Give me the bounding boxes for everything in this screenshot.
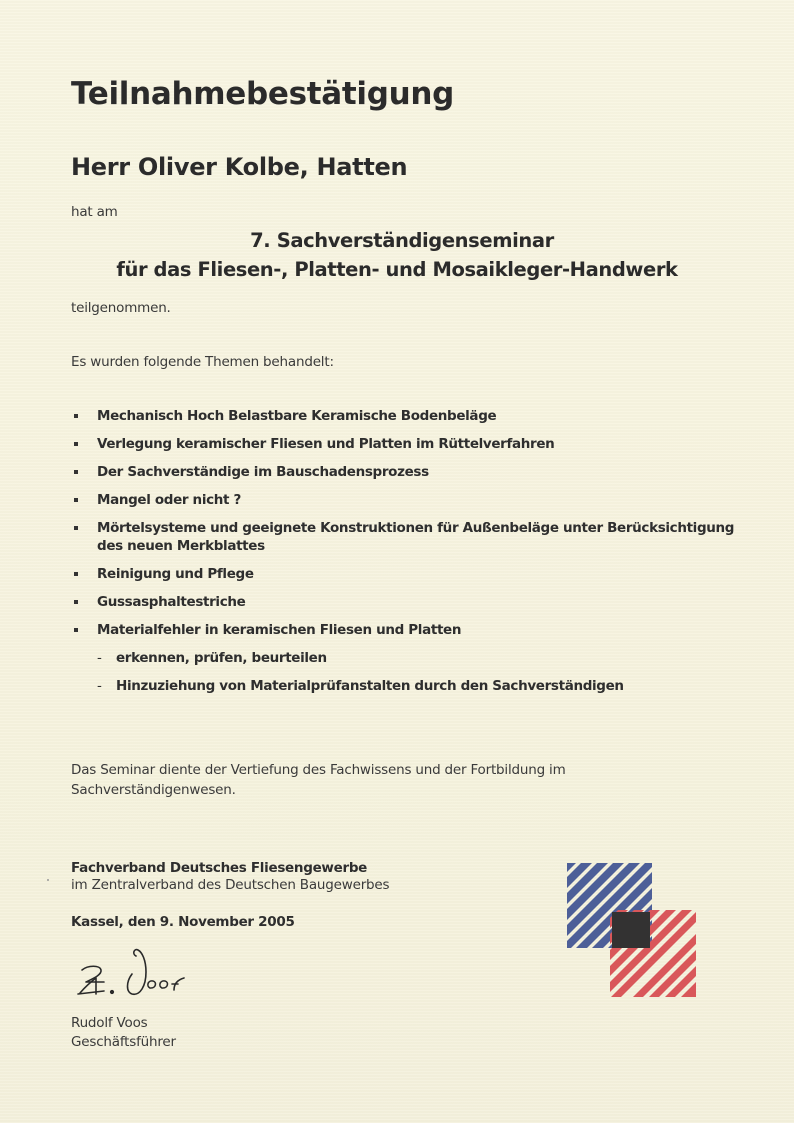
topic-label: Reinigung und Pflege xyxy=(97,566,254,582)
signature-icon xyxy=(74,948,224,1008)
bullet-icon xyxy=(74,498,78,502)
recipient-name: Herr Oliver Kolbe, Hatten xyxy=(71,153,408,181)
seminar-title xyxy=(0,226,794,284)
organization-subtitle: im Zentralverband des Deutschen Baugewerbes xyxy=(71,877,390,893)
topic-item xyxy=(71,565,751,583)
topic-label: Mangel oder nicht ? xyxy=(97,492,241,508)
fachverband-logo-icon xyxy=(564,860,700,1000)
bullet-icon xyxy=(74,600,78,604)
topic-label: Mörtelsysteme und geeignete Konstruktionen für Außenbeläge unter Berücksichtigung des neuen Merkblattes xyxy=(97,520,735,554)
bullet-icon xyxy=(74,414,78,418)
topic-item xyxy=(71,593,751,611)
topic-item xyxy=(71,435,751,453)
topic-label: Gussasphaltestriche xyxy=(97,594,246,610)
dash-icon: - xyxy=(97,678,102,694)
bullet-icon xyxy=(74,572,78,576)
participated-text: teilgenommen. xyxy=(71,300,171,316)
subtopic-label: Hinzuziehung von Materialprüfanstalten durch den Sachverständigen xyxy=(116,678,624,694)
topic-label: Verlegung keramischer Fliesen und Platten im Rüttelverfahren xyxy=(97,436,555,452)
bullet-icon xyxy=(74,470,78,474)
signer-role: Geschäftsführer xyxy=(71,1034,176,1050)
topic-item xyxy=(71,463,751,481)
closing-statement: Das Seminar diente der Vertiefung des Fachwissens und der Fortbildung im Sachverständigenwesen. xyxy=(71,762,566,798)
subtopic-item xyxy=(71,649,751,667)
subtopic-label: erkennen, prüfen, beurteilen xyxy=(116,650,327,666)
topics-list xyxy=(71,407,751,705)
subtopic-item xyxy=(71,677,751,695)
intro-phrase: hat am xyxy=(71,204,118,220)
bullet-icon xyxy=(74,442,78,446)
topic-item xyxy=(71,407,751,425)
organization-name: Fachverband Deutsches Fliesengewerbe xyxy=(71,860,368,876)
bullet-icon xyxy=(74,526,78,530)
topic-item xyxy=(71,491,751,509)
signer-name: Rudolf Voos xyxy=(71,1015,148,1031)
dash-icon: - xyxy=(97,650,102,666)
topic-label: Mechanisch Hoch Belastbare Keramische Bodenbeläge xyxy=(97,408,497,424)
topic-item xyxy=(71,519,737,555)
seminar-title-line-1: 7. Sachverständigenseminar xyxy=(250,229,554,252)
topic-label: Materialfehler in keramischen Fliesen und Platten xyxy=(97,622,462,638)
bullet-icon xyxy=(74,628,78,632)
document-title: Teilnahmebestätigung xyxy=(71,76,455,112)
paper-speck xyxy=(47,879,49,881)
place-and-date: Kassel, den 9. November 2005 xyxy=(71,914,295,930)
topic-label: Der Sachverständige im Bauschadensprozess xyxy=(97,464,429,480)
topics-intro: Es wurden folgende Themen behandelt: xyxy=(71,354,334,370)
topic-item xyxy=(71,621,751,639)
seminar-title-line-2: für das Fliesen-, Platten- und Mosaikleger-Handwerk xyxy=(116,258,678,281)
